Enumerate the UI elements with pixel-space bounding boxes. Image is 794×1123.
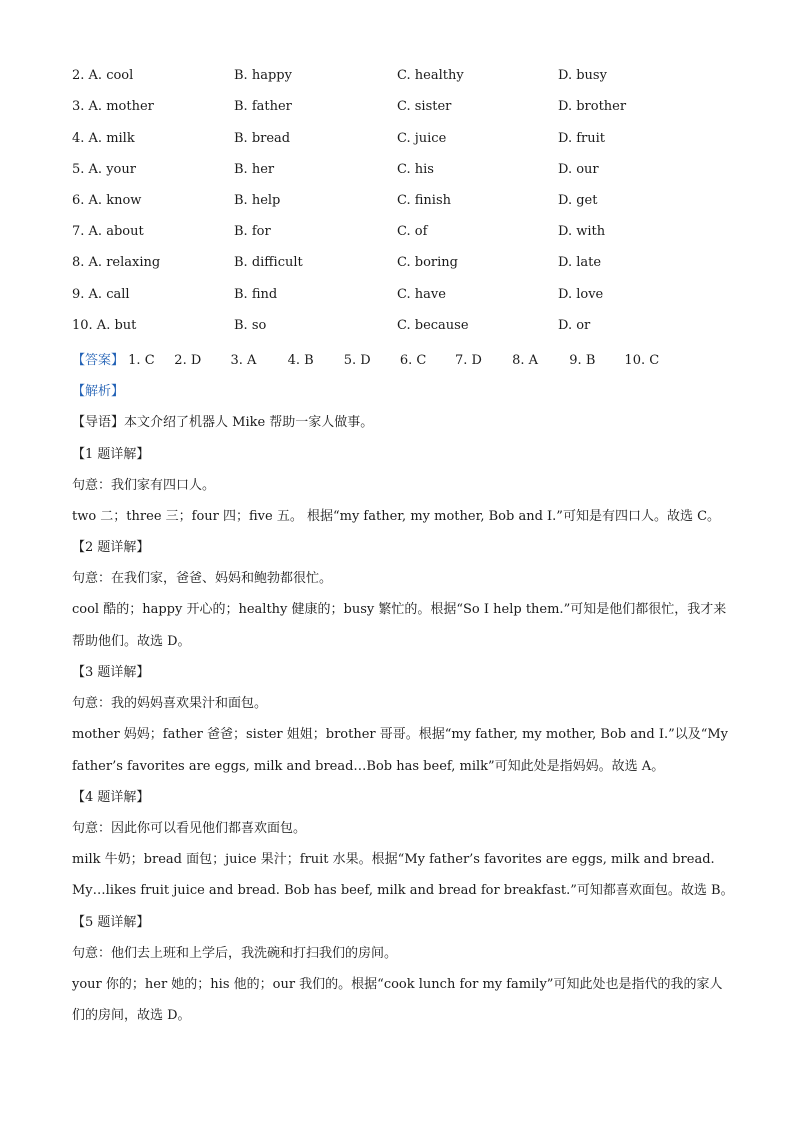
- detail-explain-3: mother 妈妈；father 爸爸；sister 姐姐；brother 哥哥。根据“my father, my mother, Bob and I.”以及“My: [72, 727, 729, 742]
- option-a: 3. A. mother: [72, 99, 154, 114]
- option-b: B. happy: [234, 68, 292, 83]
- answer-item: 4. B: [287, 353, 314, 368]
- answer-item: 3. A: [230, 353, 257, 368]
- option-row-4: [0, 131, 794, 151]
- option-b: B. her: [234, 162, 275, 177]
- option-b: B. for: [234, 224, 271, 239]
- option-b: B. so: [234, 318, 267, 333]
- detail-meaning-5: 句意：他们去上班和上学后，我洗碗和打扫我们的房间。: [72, 946, 398, 961]
- option-c: C. his: [397, 162, 434, 177]
- detail-heading-5: 【5 题详解】: [72, 915, 150, 930]
- option-d: D. brother: [558, 99, 627, 114]
- detail-explain-2: cool 酷的；happy 开心的；healthy 健康的；busy 繁忙的。根据“So I help them.”可知是他们都很忙，我才来: [72, 602, 727, 617]
- answer-item: 6. C: [399, 353, 427, 368]
- detail-heading-1: 【1 题详解】: [72, 447, 150, 462]
- option-row-10: [0, 318, 794, 338]
- option-d: D. with: [558, 224, 606, 239]
- option-row-9: [0, 287, 794, 307]
- option-d: D. our: [558, 162, 599, 177]
- answer-item: 10. C: [624, 353, 660, 368]
- option-d: D. or: [558, 318, 591, 333]
- option-c: C. because: [397, 318, 469, 333]
- option-d: D. busy: [558, 68, 607, 83]
- detail-explain-5: your 你的；her 她的；his 他的；our 我们的。根据“cook lunch for my family”可知此处也是指代的我的家人: [72, 977, 723, 992]
- option-row-6: [0, 193, 794, 213]
- detail-explain-4: milk 牛奶；bread 面包；juice 果汁；fruit 水果。根据“My father’s favorites are eggs, milk and bread.: [72, 852, 715, 867]
- option-row-5: [0, 162, 794, 182]
- option-b: B. difficult: [234, 255, 303, 270]
- option-a: 7. A. about: [72, 224, 144, 239]
- option-row-7: [0, 224, 794, 244]
- option-c: C. of: [397, 224, 428, 239]
- option-b: B. bread: [234, 131, 291, 146]
- option-a: 6. A. know: [72, 193, 142, 208]
- option-d: D. get: [558, 193, 598, 208]
- option-c: C. healthy: [397, 68, 464, 83]
- option-c: C. boring: [397, 255, 458, 270]
- option-c: C. finish: [397, 193, 451, 208]
- option-a: 5. A. your: [72, 162, 136, 177]
- option-b: B. help: [234, 193, 281, 208]
- detail-heading-2: 【2 题详解】: [72, 540, 150, 555]
- option-b: B. father: [234, 99, 292, 114]
- answer-item: 1. C: [128, 353, 155, 368]
- option-row-8: [0, 255, 794, 275]
- answer-item: 8. A: [512, 353, 539, 368]
- option-row-3: [0, 99, 794, 119]
- option-a: 10. A. but: [72, 318, 137, 333]
- answer-label: 【答案】: [72, 353, 125, 368]
- detail-explain-5: 们的房间，故选 D。: [72, 1008, 191, 1023]
- answer-item: 5. D: [343, 353, 371, 368]
- option-row-2: [0, 68, 794, 88]
- detail-explain-2: 帮助他们。故选 D。: [72, 634, 191, 649]
- detail-explain-4: My…likes fruit juice and bread. Bob has beef, milk and bread for breakfast.”可知都喜欢面包。故选 B。: [72, 883, 734, 898]
- option-c: C. sister: [397, 99, 452, 114]
- detail-explain-1: two 二；three 三；four 四；five 五。 根据“my father, my mother, Bob and I.”可知是有四口人。故选 C。: [72, 509, 721, 524]
- answer-item: 9. B: [569, 353, 596, 368]
- detail-meaning-4: 句意：因此你可以看见他们都喜欢面包。: [72, 821, 307, 836]
- option-b: B. find: [234, 287, 278, 302]
- detail-meaning-2: 句意：在我们家，爸爸、妈妈和鲍勃都很忙。: [72, 571, 333, 586]
- option-a: 4. A. milk: [72, 131, 135, 146]
- option-a: 2. A. cool: [72, 68, 134, 83]
- analysis-heading: 【解析】: [72, 384, 125, 399]
- detail-heading-3: 【3 题详解】: [72, 665, 150, 680]
- detail-meaning-1: 句意：我们家有四口人。: [72, 478, 216, 493]
- answer-item: 7. D: [455, 353, 482, 368]
- option-a: 9. A. call: [72, 287, 130, 302]
- option-d: D. late: [558, 255, 602, 270]
- option-a: 8. A. relaxing: [72, 255, 161, 270]
- option-c: C. have: [397, 287, 446, 302]
- answer-item: 2. D: [174, 353, 202, 368]
- option-c: C. juice: [397, 131, 447, 146]
- option-d: D. love: [558, 287, 604, 302]
- detail-heading-4: 【4 题详解】: [72, 790, 150, 805]
- detail-explain-3: father’s favorites are eggs, milk and bread…Bob has beef, milk”可知此处是指妈妈。故选 A。: [72, 759, 665, 774]
- option-d: D. fruit: [558, 131, 606, 146]
- answer-line: [72, 349, 732, 368]
- guide-text: 【导语】本文介绍了机器人 Mike 帮助一家人做事。: [72, 415, 374, 430]
- detail-meaning-3: 句意：我的妈妈喜欢果汁和面包。: [72, 696, 268, 711]
